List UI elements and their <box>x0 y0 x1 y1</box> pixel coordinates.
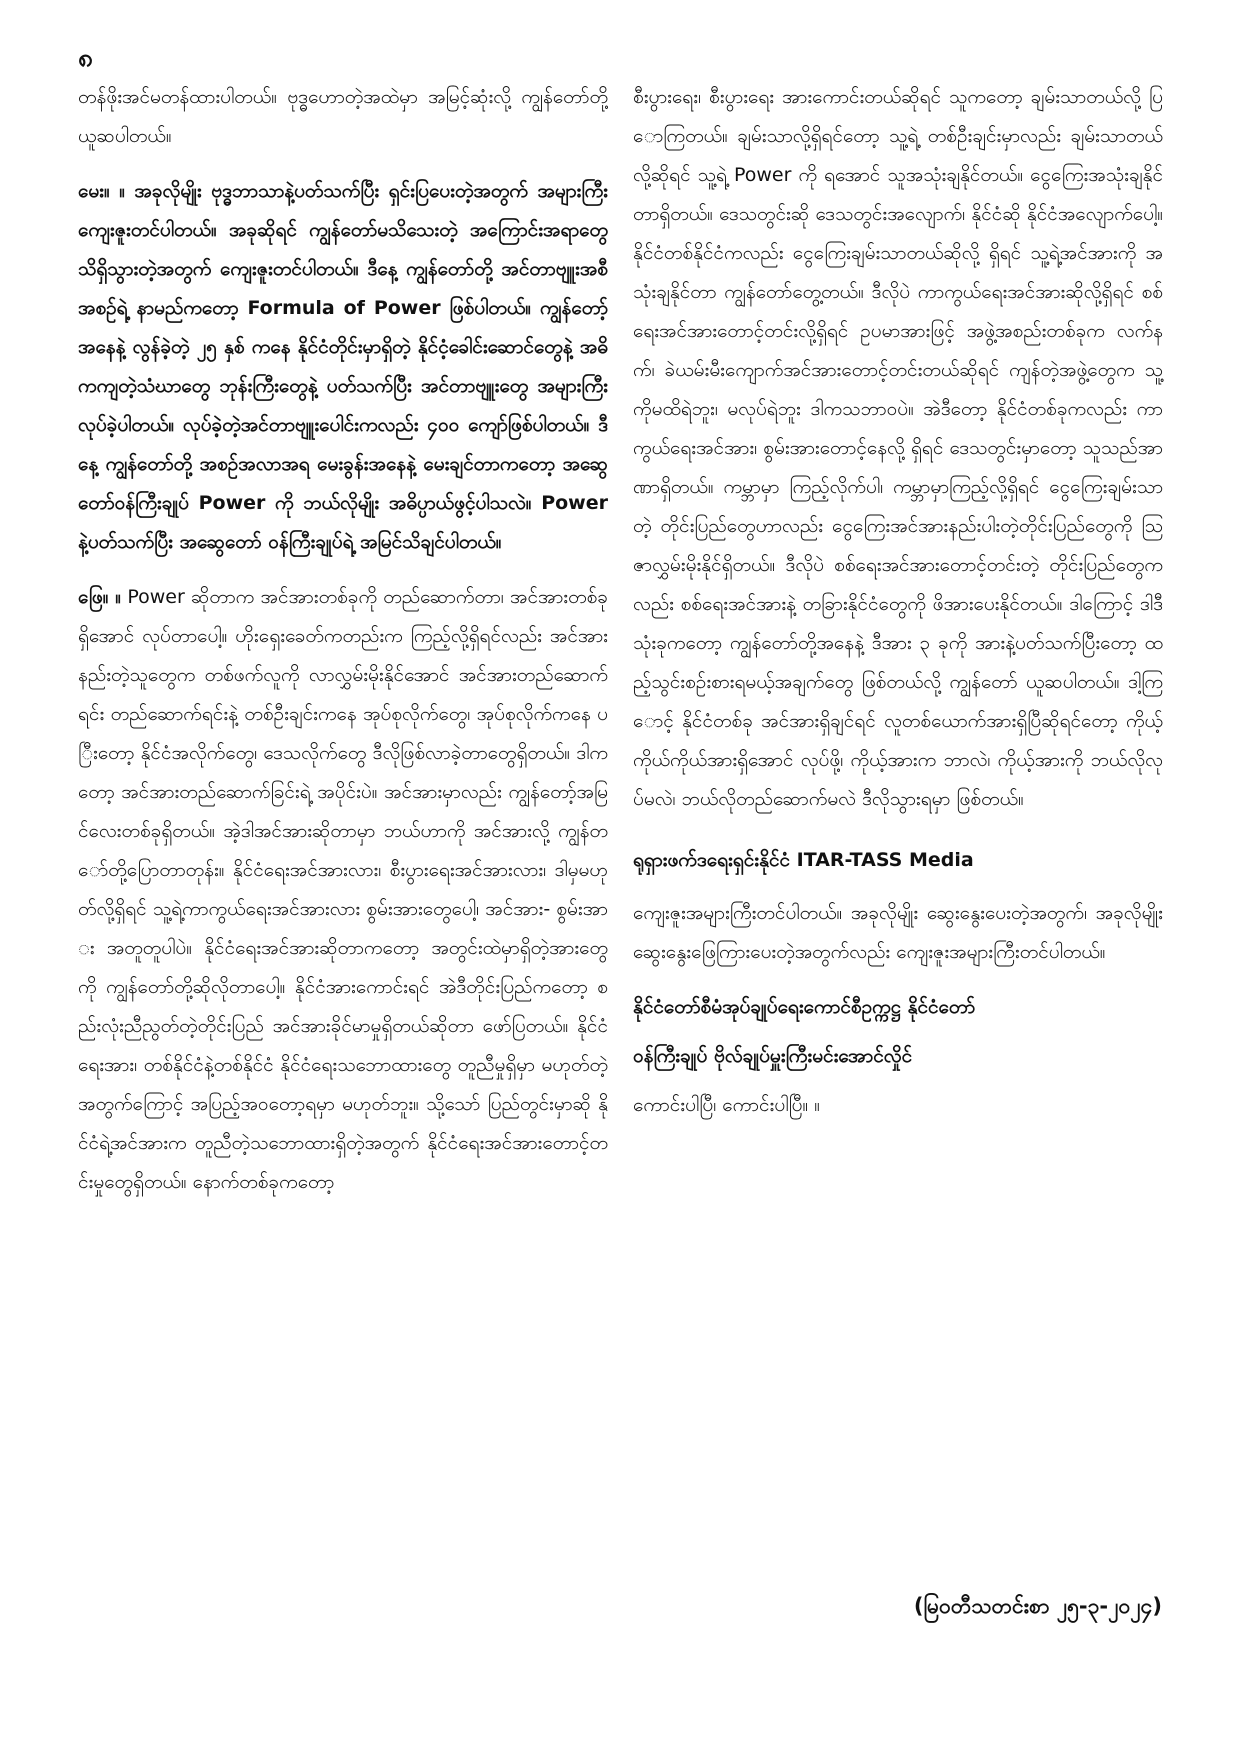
section-heading-chairman-line-1: နိုင်ငံတော်စီမံအုပ်ချုပ်ရေးကောင်စီဥက္ကဋ္ဌ နိုင်ငံတော် <box>633 996 976 1018</box>
question-label: မေး။ ။ <box>78 180 125 202</box>
thanks-paragraph: ကျေးဇူးအများကြီးတင်ပါတယ်။ အခုလိုမျိုး ဆွေးနွေးပေးတဲ့အတွက်၊ အခုလိုမျိုး ဆွေးနွေးဖြေကြားပေးတဲ့အတွက်လည်း ကျေးဇူးအများကြီးတင်ပါတယ်။ <box>633 902 1163 963</box>
left-column <box>78 78 608 1218</box>
question-paragraph <box>78 172 608 562</box>
section-heading-itar-tass: ရုရှားဖက်ဒရေးရှင်းနိုင်ငံ ITAR-TASS Media <box>633 849 974 871</box>
right-column <box>633 78 1163 1141</box>
answer-text: Power ဆိုတာက အင်အားတစ်ခုကို တည်ဆောက်တာ၊ အင်အားတစ်ခုရှိအောင် လုပ်တာပေါ့။ ဟိုးရှေးခေတ်ကတည်းက ကြည့်လို့ရှိရင်လည်း အင်အားနည်းတဲ့သူတွေက တစ်ဖက်လူကို လာလွှမ်းမိုးနိုင်အောင် အင်အားတည်ဆောက်ရင်း တည်ဆောက်ရင်းနဲ့ တစ်ဦးချင်းကနေ အုပ်စုလိုက်တွေ၊ အုပ်စုလိုက်ကနေ ပြီးတော့ နိုင်ငံအလိုက်တွေ၊ ဒေသလိုက်တွေ ဒီလိုဖြစ်လာခဲ့တာတွေရှိတယ်။ ဒါကတော့ အင်အားတည်ဆောက်ခြင်းရဲ့ အပိုင်းပဲ။ အင်အားမှာလည်း ကျွန်တော့်အမြင်လေးတစ်ခုရှိတယ်။ အဲ့ဒါအင်အားဆိုတာမှာ ဘယ်ဟာကို အင်အားလို့ ကျွန်တော်တို့ပြောတာတုန်း။ နိုင်ငံရေးအင်အားလား၊ စီးပွားရေးအင်အားလား၊ ဒါမှမဟုတ်လို့ရှိရင် သူ့ရဲ့ကာကွယ်ရေးအင်အားလား စွမ်းအားတွေပေါ့၊ အင်အား- စွမ်းအား အတူတူပါပဲ။ နိုင်ငံရေးအင်အားဆိုတာကတော့ အတွင်းထဲမှာရှိတဲ့အားတွေကို ကျွန်တော်တို့ဆိုလိုတာပေါ့။ နိုင်ငံအားကောင်းရင် အဲဒီတိုင်းပြည်ကတော့ စည်းလုံးညီညွတ်တဲ့တိုင်းပြည် အင်အားခိုင်မာမှုရှိတယ်ဆိုတာ ဖော်ပြတယ်။ နိုင်ငံရေးအား၊ တစ်နိုင်ငံနဲ့တစ်နိုင်ငံ နိုင်ငံရေးသဘောထားတွေ တူညီမှုရှိမှာ မဟုတ်တဲ့အတွက်ကြောင့် အပြည့်အဝတော့ရမှာ မဟုတ်ဘူး။ သို့သော် ပြည်တွင်းမှာဆို နိုင်ငံရဲ့အင်အားက တူညီတဲ့သဘောထားရှိတဲ့အတွက် နိုင်ငံရေးအင်အားတောင့်တင်းမှုတွေရှိတယ်။ နောက်တစ်ခုကတော့ <box>78 586 608 1193</box>
page-number: ၈ <box>78 43 93 73</box>
answer-paragraph <box>78 578 608 1202</box>
source-dateline: (မြဝတီသတင်းစာ ၂၅-၃-၂၀၂၄) <box>913 1594 1162 1618</box>
answer-continued-paragraph: စီးပွားရေး၊ စီးပွားရေး အားကောင်းတယ်ဆိုရင် သူကတော့ ချမ်းသာတယ်လို့ ပြောကြတယ်။ ချမ်းသာလို့ရှိရင်တော့ သူ့ရဲ့ တစ်ဦးချင်းမှာလည်း ချမ်းသာတယ်လို့ဆိုရင် သူ့ရဲ့ Power ကို ရအောင် သူအသုံးချနိုင်တယ်။ ငွေကြေးအသုံးချနိုင်တာရှိတယ်။ ဒေသတွင်းဆို ဒေသတွင်းအလျောက်၊ နိုင်ငံဆို နိုင်ငံအလျောက်ပေါ့။ နိုင်ငံတစ်နိုင်ငံကလည်း ငွေကြေးချမ်းသာတယ်ဆိုလို့ ရှိရင် သူ့ရဲ့အင်အားကို အသုံးချနိုင်တာ ကျွန်တော်တွေ့တယ်။ ဒီလိုပဲ ကာကွယ်ရေးအင်အားဆိုလို့ရှိရင် စစ်ရေးအင်အားတောင့်တင်းလို့ရှိရင် ဥပမာအားဖြင့် အဖွဲ့အစည်းတစ်ခုက လက်နက်၊ ခဲယမ်းမီးကျောက်အင်အားတောင့်တင်းတယ်ဆိုရင် ကျန်တဲ့အဖွဲ့တွေက သူ့ကိုမထိရဲဘူး၊ မလုပ်ရဲဘူး ဒါကသဘာဝပဲ။ အဲဒီတော့ နိုင်ငံတစ်ခုကလည်း ကာကွယ်ရေးအင်အား၊ စွမ်းအားတောင့်နေလို့ ရှိရင် ဒေသတွင်းမှာတော့ သူသည်အာဏာရှိတယ်။ ကမ္ဘာမှာ ကြည့်လိုက်ပါ၊ ကမ္ဘာမှာကြည့်လို့ရှိရင် ငွေကြေးချမ်းသာတဲ့ တိုင်းပြည်တွေဟာလည်း ငွေကြေးအင်အားနည်းပါးတဲ့တိုင်းပြည်တွေကို ဩဇာလွှမ်းမိုးနိုင်ရှိတယ်။ ဒီလိုပဲ စစ်ရေးအင်အားတောင့်တင်းတဲ့ တိုင်းပြည်တွေကလည်း စစ်ရေးအင်အားနဲ့ တခြားနိုင်ငံတွေကို ဖိအားပေးနိုင်တယ်။ ဒါကြောင့် ဒါဒီသုံးခုကတော့ ကျွန်တော်တို့အနေနဲ့ ဒီအား ၃ ခုကို အားနဲ့ပတ်သက်ပြီးတော့ ထည့်သွင်းစဉ်းစားရမယ့်အချက်တွေ ဖြစ်တယ်လို့ ကျွန်တော် ယူဆပါတယ်။ ဒါ့ကြောင့် နိုင်ငံတစ်ခု အင်အားရှိချင်ရင် လူတစ်ယောက်အားရှိပြီဆိုရင်တော့ ကိုယ့်ကိုယ်ကိုယ်အားရှိအောင် လုပ်ဖို့၊ ကိုယ့်အားက ဘာလဲ၊ ကိုယ့်အားကို ဘယ်လိုလုပ်မလဲ၊ ဘယ်လိုတည်ဆောက်မလဲ ဒီလိုသွားရမှာ ဖြစ်တယ်။ <box>633 86 1163 810</box>
closing-paragraph: ကောင်းပါပြီ၊ ကောင်းပါပြီ။ ။ <box>633 1094 821 1116</box>
section-heading-chairman-line-2: ဝန်ကြီးချုပ် ဗိုလ်ချုပ်မှူးကြီးမင်းအောင်လှိုင် <box>633 1045 913 1067</box>
question-text: အခုလိုမျိုး ဗုဒ္ဓဘာသာနဲ့ပတ်သက်ပြီး ရှင်းပြပေးတဲ့အတွက် အများကြီးကျေးဇူးတင်ပါတယ်။ အခုဆိုရင် ကျွန်တော်မသိသေးတဲ့ အကြောင်းအရာတွေ သိရှိသွားတဲ့အတွက် ကျေးဇူးတင်ပါတယ်။ ဒီနေ့ ကျွန်တော်တို့ အင်တာဗျူးအစီအစဉ်ရဲ့ နာမည်ကတော့ Formula of Power ဖြစ်ပါတယ်။ ကျွန်တော့်အနေနဲ့ လွန်ခဲ့တဲ့ ၂၅ နှစ် ကနေ နိုင်ငံတိုင်းမှာရှိတဲ့ နိုင်ငံ့ခေါင်းဆောင်တွေနဲ့ အဓိကကျတဲ့သံဃာတွေ ဘုန်းကြီးတွေနဲ့ ပတ်သက်ပြီး အင်တာဗျူးတွေ အများကြီးလုပ်ခဲ့ပါတယ်။ လုပ်ခဲ့တဲ့အင်တာဗျူးပေါင်းကလည်း ၄၀၀ ကျော်ဖြစ်ပါတယ်။ ဒီနေ့ ကျွန်တော်တို့ အစဉ်အလာအရ မေးခွန်းအနေနဲ့ မေးချင်တာကတော့ အဆွေတော်ဝန်ကြီးချုပ် Power ကို ဘယ်လိုမျိုး အဓိပ္ပာယ်ဖွင့်ပါသလဲ။ Power နဲ့ပတ်သက်ပြီး အဆွေတော် ဝန်ကြီးချုပ်ရဲ့ အမြင်သိချင်ပါတယ်။ <box>78 180 608 553</box>
intro-paragraph: တန်ဖိုးအင်မတန်ထားပါတယ်။ ဗုဒ္ဓဟောတဲ့အထဲမှာ အမြင့်ဆုံးလို့ ကျွန်တော်တို့ ယူဆပါတယ်။ <box>78 86 608 147</box>
answer-label: ဖြေ။ ။ <box>78 586 122 608</box>
